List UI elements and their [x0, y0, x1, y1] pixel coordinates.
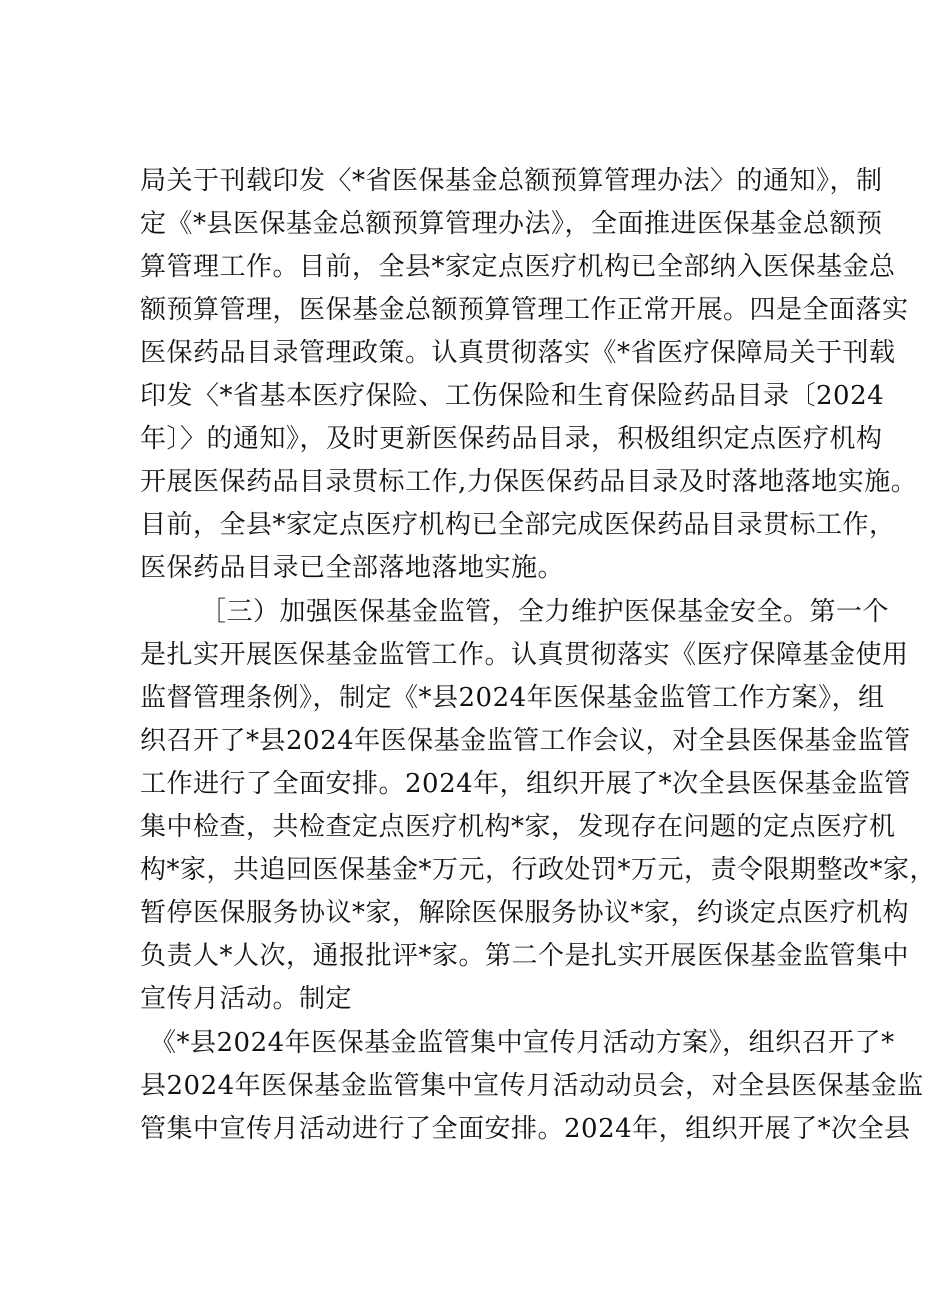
text-line: 算管理工作。目前，全县*家定点医疗机构已全部纳入医保基金总	[140, 252, 896, 282]
text-line: 工作进行了全面安排。2024年，组织开展了*次全县医保基金监管	[140, 769, 911, 799]
text-line: 管集中宣传月活动进行了全面安排。2024年，组织开展了*次全县	[140, 1114, 911, 1144]
text-line: 年〕〉的通知》，及时更新医保药品目录，积极组织定点医疗机构	[140, 424, 883, 454]
text-line: 负责人*人次，通报批评*家。第二个是扎实开展医保基金监管集中	[140, 941, 910, 971]
text-line: 医保药品目录管理政策。认真贯彻落实《*省医疗保障局关于刊载	[140, 338, 896, 368]
text-line: 宣传月活动。制定	[140, 984, 353, 1014]
text-line: 《*县2024年医保基金监管集中宣传月活动方案》，组织召开了*	[150, 1028, 895, 1058]
text-line: ［三）加强医保基金监管，全力维护医保基金安全。第一个	[200, 597, 890, 627]
text-line: 织召开了*县2024年医保基金监管工作会议，对全县医保基金监管	[140, 726, 911, 756]
text-line: 构*家，共追回医保基金*万元，行政处罚*万元，责令限期整改*家，	[140, 855, 936, 885]
text-line: 是扎实开展医保基金监管工作。认真贯彻落实《医疗保障基金使用	[140, 640, 909, 670]
text-line: 额预算管理，医保基金总额预算管理工作正常开展。四是全面落实	[140, 295, 909, 325]
text-line: 印发〈*省基本医疗保险、工伤保险和生育保险药品目录〔2024	[140, 381, 885, 411]
text-line: 县2024年医保基金监管集中宣传月活动动员会，对全县医保基金监	[140, 1071, 924, 1101]
text-line: 暂停医保服务协议*家，解除医保服务协议*家，约谈定点医疗机构	[140, 898, 910, 928]
text-line: 开展医保药品目录贯标工作,力保医保药品目录及时落地落地实施。	[140, 467, 918, 497]
text-line: 医保药品目录已全部落地落地实施。	[140, 553, 565, 583]
text-line: 目前，全县*家定点医疗机构已全部完成医保药品目录贯标工作，	[140, 510, 896, 540]
text-line: 定《*县医保基金总额预算管理办法》，全面推进医保基金总额预	[140, 209, 883, 239]
text-line: 集中检查，共检查定点医疗机构*家，发现存在问题的定点医疗机	[140, 812, 896, 842]
text-line: 局关于刊载印发〈*省医保基金总额预算管理办法〉的通知》，制	[140, 166, 883, 196]
text-line: 监督管理条例》，制定《*县2024年医保基金监管工作方案》，组	[140, 683, 885, 713]
